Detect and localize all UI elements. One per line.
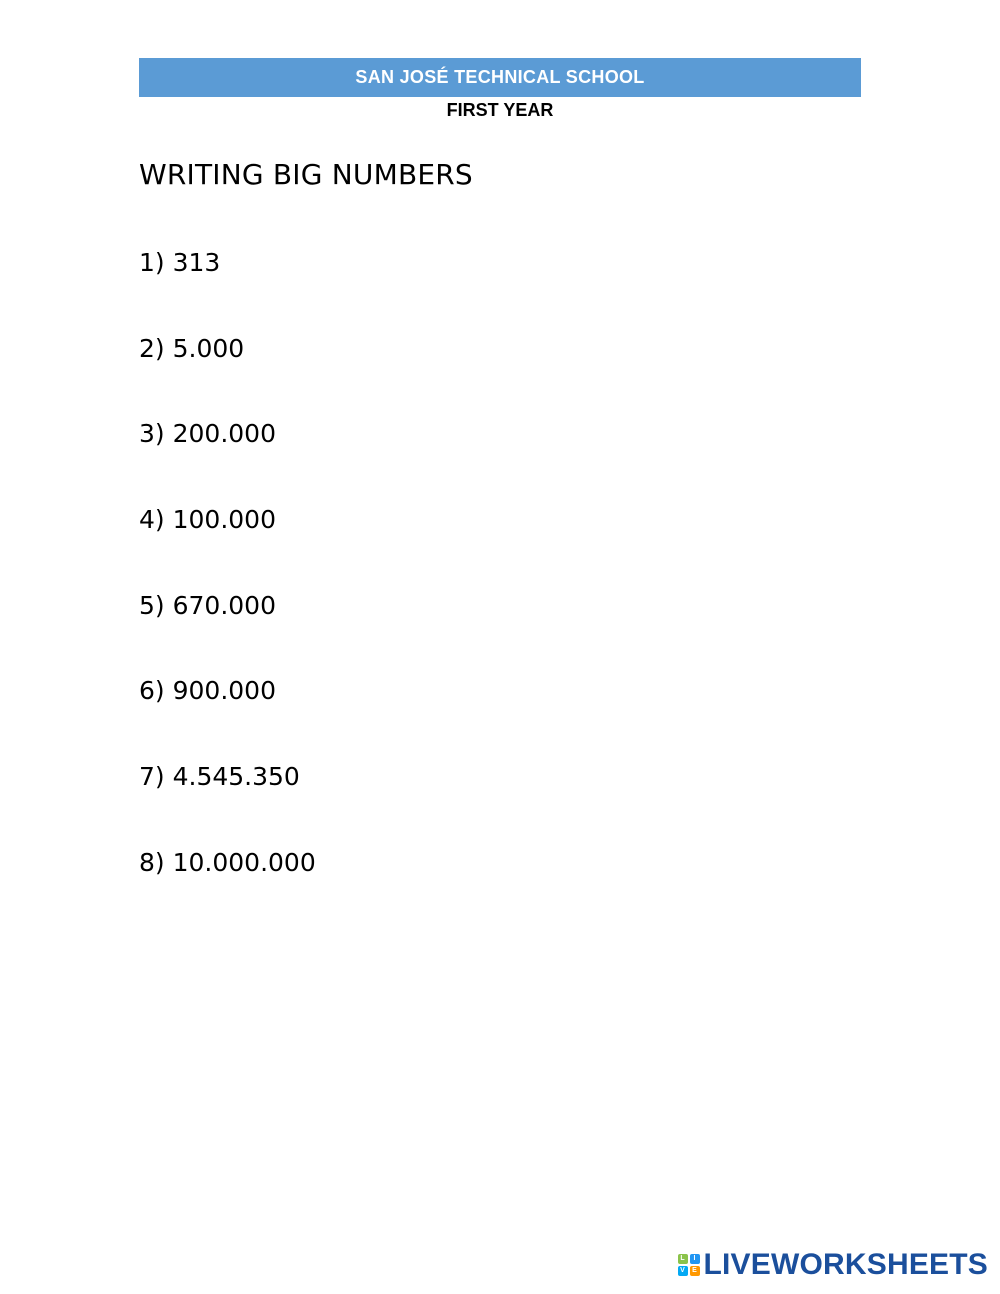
exercise-list (139, 246, 316, 932)
exercise-item: 4) 100.000 (139, 505, 276, 535)
exercise-item: 7) 4.545.350 (139, 762, 300, 792)
exercise-item: 2) 5.000 (139, 333, 245, 363)
exercise-item: 8) 10.000.000 (139, 847, 316, 877)
liveworksheets-logo (678, 1248, 989, 1282)
exercise-item: 3) 200.000 (139, 419, 276, 449)
liveworksheets-grid-icon (678, 1254, 700, 1276)
exercise-item: 6) 900.000 (139, 676, 276, 706)
grade-label: FIRST YEAR (446, 100, 554, 120)
logo-cell-i: I (690, 1254, 700, 1264)
school-header-bar (139, 58, 861, 97)
exercise-item: 1) 313 (139, 248, 221, 277)
worksheet-title: WRITING BIG NUMBERS (139, 158, 473, 191)
logo-cell-e: E (690, 1266, 700, 1276)
school-name: SAN JOSÉ TECHNICAL SCHOOL (355, 67, 645, 87)
liveworksheets-wordmark: LIVEWORKSHEETS (703, 1248, 988, 1281)
logo-cell-l: L (678, 1254, 688, 1264)
logo-cell-v: V (678, 1266, 688, 1276)
exercise-item: 5) 670.000 (139, 590, 276, 620)
